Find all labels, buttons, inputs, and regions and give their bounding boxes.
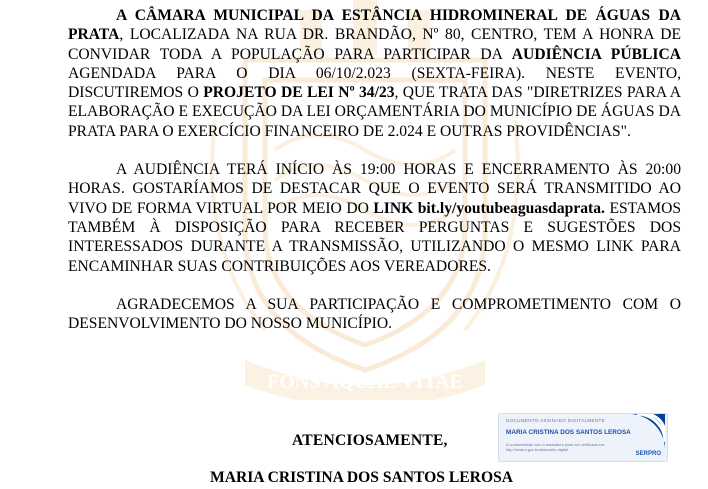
signer-name: MARIA CRISTINA DOS SANTOS LEROSA [210, 469, 514, 486]
text-segment: A AUDIÊNCIA TERÁ INÍCIO ÀS 19:00 HORAS E ENCERRAMENTO ÀS 20:00 HORAS. GOSTARÍAMOS DE DESTACAR QUE O EVENTO SERÁ TRANSMITIDO AO VIVO DE FORMA VIRTUAL POR MEIO DO [68, 161, 681, 217]
text-chamber-name: A CÂMARA MUNICIPAL DA ESTÂNCIA HIDROMINERAL DE ÁGUAS DA PRATA [68, 7, 681, 44]
text-stream-link: LINK bit.ly/youtubeaguasdaprata. [373, 199, 605, 217]
stamp-logo-label: SERPRO [635, 451, 661, 457]
stamp-header: DOCUMENTO ASSINADO DIGITALMENTE [506, 418, 605, 423]
paragraph-thanks: AGRADECEMOS A SUA PARTICIPAÇÃO E COMPROMETIMENTO COM O DESENVOLVIMENTO DO NOSSO MUNICÍPIO. [68, 295, 681, 333]
text-segment: , QUE TRATA DAS "DIRETRIZES PARA A ELABORAÇÃO E EXECUÇÃO DA LEI ORÇAMENTÁRIA DO MUNICÍPIO DE ÁGUAS DA PRATA PARA O EXERCÍCIO FINANCEIRO DE 2.024 E OUTRAS PROVIDÊNCIAS". [68, 84, 682, 140]
document-body [68, 6, 681, 333]
closing-salutation: ATENCIOSAMENTE, [292, 432, 448, 449]
text-segment: AGENDADA PARA O DIA 06/10/2.023 (SEXTA-FEIRA). NESTE EVENTO, DISCUTIREMOS O [68, 64, 681, 102]
watermark-motto: FONS AQUAE VITAE [267, 371, 463, 393]
paragraph-schedule [68, 160, 681, 276]
text-segment: , LOCALIZADA NA RUA DR. BRANDÃO, Nº 80, CENTRO, TEM A HONRA DE CONVIDAR TODA A POPULAÇÃO PARA PARTICIPAR DA [68, 26, 681, 63]
text-segment: ESTAMOS TAMBÉM À DISPOSIÇÃO PARA RECEBER PERGUNTAS E SUGESTÕES DOS INTERESSADOS DURANTE A TRANSMISSÃO, UTILIZANDO O MESMO LINK PARA ENCAMINHAR SUAS CONTRIBUIÇÕES AOS VEREADORES. [68, 199, 681, 275]
text-bill-number: PROJETO DE LEI Nº 34/23 [203, 84, 395, 102]
text-public-hearing: AUDIÊNCIA PÚBLICA [511, 45, 681, 63]
digital-signature-stamp [498, 413, 668, 462]
stamp-verification-note: A conformidade com a assinatura pode ser verificada em: http://serpro.gov.br/assinador-digital [506, 442, 606, 452]
stamp-signer-name: MARIA CRISTINA DOS SANTOS LEROSA [506, 429, 631, 436]
paragraph-invitation [68, 6, 681, 141]
